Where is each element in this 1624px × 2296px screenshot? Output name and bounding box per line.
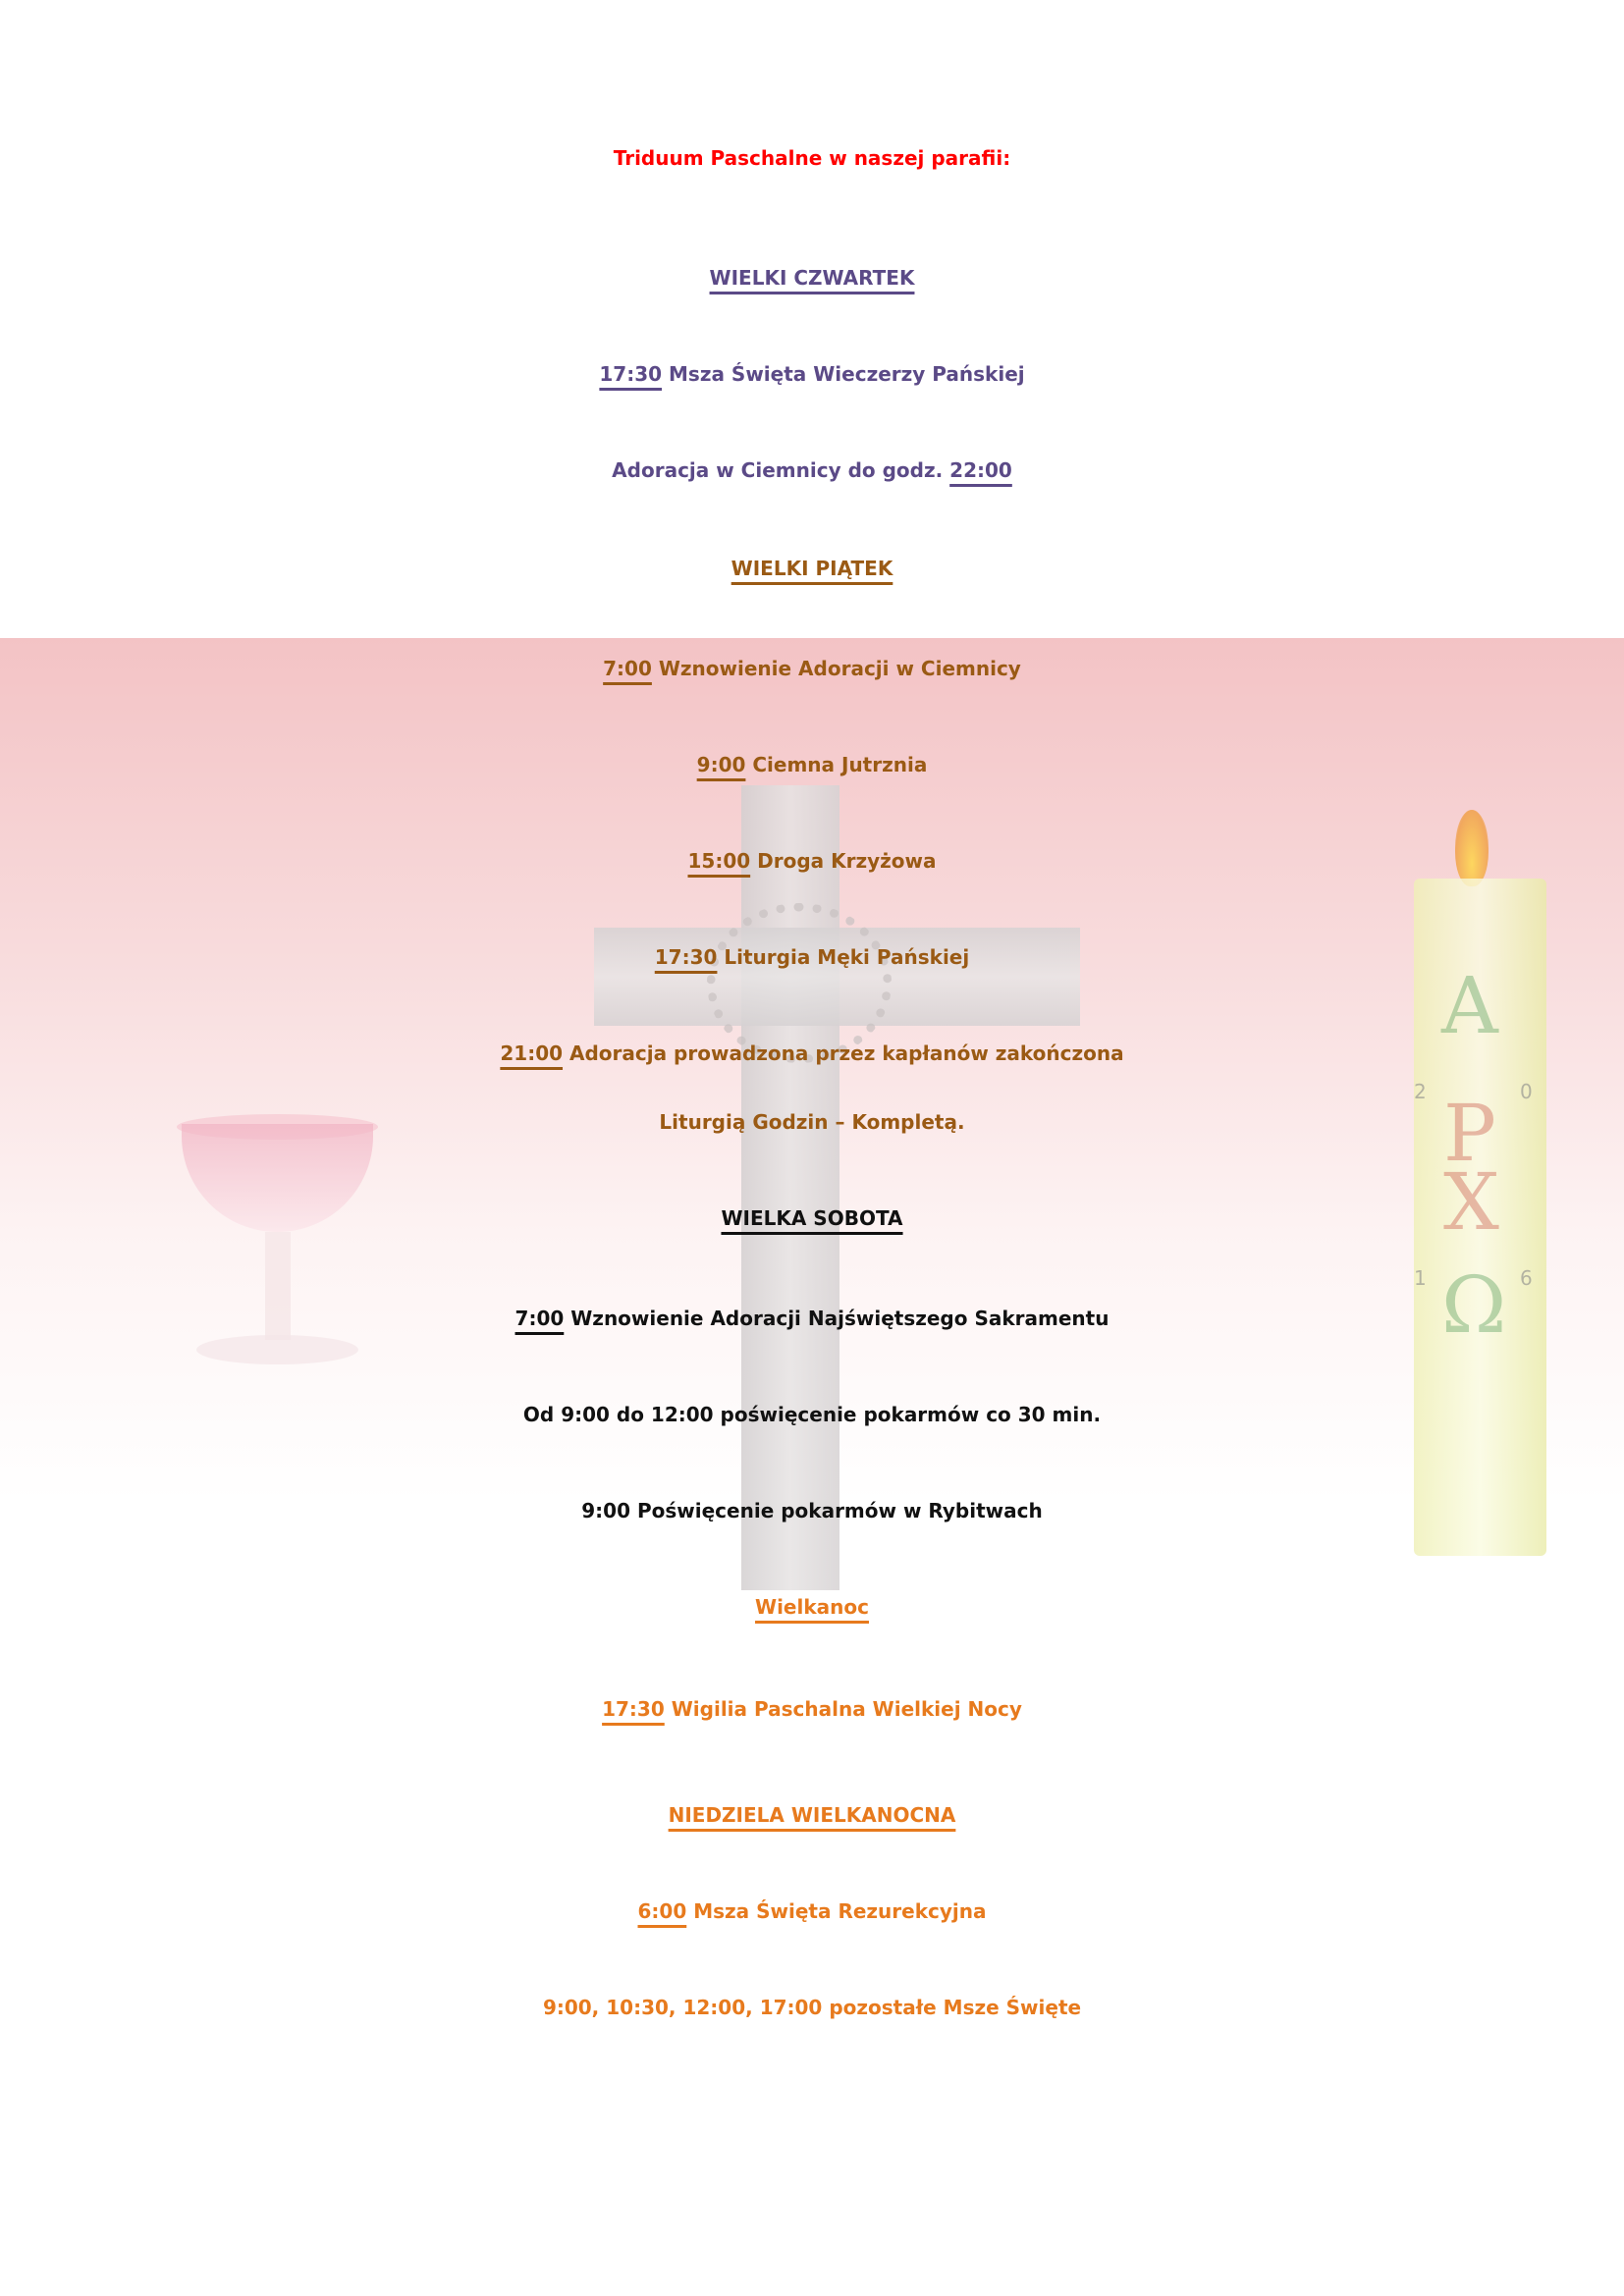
- time-label: 7:00: [603, 657, 652, 680]
- event-label: Liturgią Godzin – Kompletą.: [659, 1110, 965, 1134]
- event-label: Droga Krzyżowa: [750, 849, 937, 873]
- saturday-heading: [0, 1207, 1624, 1230]
- time-label: 15:00: [687, 849, 751, 873]
- saturday-item: Od 9:00 do 12:00 poświęcenie pokarmów co 30 min.: [522, 1403, 1102, 1426]
- time-label: 22:00: [949, 458, 1012, 482]
- event-label: Adoracja prowadzona przez kapłanów zakończona: [563, 1041, 1124, 1065]
- time-label: 9:00: [696, 753, 746, 776]
- time-label: 6:00: [637, 1899, 687, 1923]
- candle-rho-symbol: P: [1443, 1088, 1496, 1179]
- candle-alpha-symbol: A: [1441, 960, 1498, 1051]
- candle-year-digit: 6: [1520, 1266, 1533, 1290]
- event-label: Adoracja w Ciemnicy do godz.: [612, 458, 950, 482]
- easter-vigil-line: [0, 1698, 1624, 1721]
- chalice-base-image: [196, 1335, 358, 1364]
- time-label: 17:30: [602, 1697, 665, 1721]
- event-label: Wznowienie Adoracji w Ciemnicy: [651, 657, 1021, 680]
- candle-year-digit: 0: [1520, 1080, 1533, 1103]
- friday-item: [0, 754, 1624, 776]
- thursday-mass-line: [0, 363, 1624, 386]
- friday-item: [0, 658, 1624, 680]
- time-label: 17:30: [654, 945, 718, 969]
- sunday-item: [0, 1900, 1624, 1923]
- event-label: Liturgia Męki Pańskiej: [717, 945, 970, 969]
- sunday-heading: [0, 1804, 1624, 1827]
- friday-item: [0, 850, 1624, 873]
- friday-heading-label: WIELKI PIĄTEK: [731, 557, 893, 580]
- thursday-adoration-line: [0, 459, 1624, 482]
- friday-heading: [0, 558, 1624, 580]
- friday-item: [0, 1042, 1624, 1065]
- easter-heading: [0, 1596, 1624, 1619]
- event-label: Msza Święta Wieczerzy Pańskiej: [662, 362, 1025, 386]
- event-label: Msza Święta Rezurekcyjna: [686, 1899, 987, 1923]
- candle-chi-symbol: X: [1443, 1156, 1499, 1248]
- thursday-heading: [0, 267, 1624, 290]
- easter-heading-label: Wielkanoc: [755, 1595, 869, 1619]
- saturday-item: 9:00 Poświęcenie pokarmów w Rybitwach: [581, 1499, 1043, 1522]
- event-label: Wigilia Paschalna Wielkiej Nocy: [664, 1697, 1022, 1721]
- candle-omega-symbol: Ω: [1441, 1259, 1507, 1351]
- friday-item: [0, 946, 1624, 969]
- crown-of-thorns-image: [707, 903, 892, 1063]
- candle-year-digit: 2: [1414, 1080, 1427, 1103]
- candle-flame-image: [1455, 810, 1489, 886]
- sunday-item: 9:00, 10:30, 12:00, 17:00 pozostałe Msze Święte: [542, 1996, 1082, 2019]
- time-label: 7:00: [514, 1307, 565, 1330]
- sunday-heading-label: NIEDZIELA WIELKANOCNA: [668, 1803, 956, 1827]
- time-label: 21:00: [500, 1041, 564, 1065]
- candle-year-digit: 1: [1414, 1266, 1427, 1290]
- saturday-item: [0, 1308, 1624, 1330]
- event-label: Ciemna Jutrznia: [745, 753, 928, 776]
- saturday-heading-label: WIELKA SOBOTA: [721, 1206, 903, 1230]
- time-label: 17:30: [599, 362, 663, 386]
- thursday-heading-label: WIELKI CZWARTEK: [709, 266, 915, 290]
- page-title: Triduum Paschalne w naszej parafii:: [613, 146, 1011, 170]
- event-label: Wznowienie Adoracji Najświętszego Sakramentu: [564, 1307, 1110, 1330]
- friday-item-continuation: [0, 1111, 1624, 1134]
